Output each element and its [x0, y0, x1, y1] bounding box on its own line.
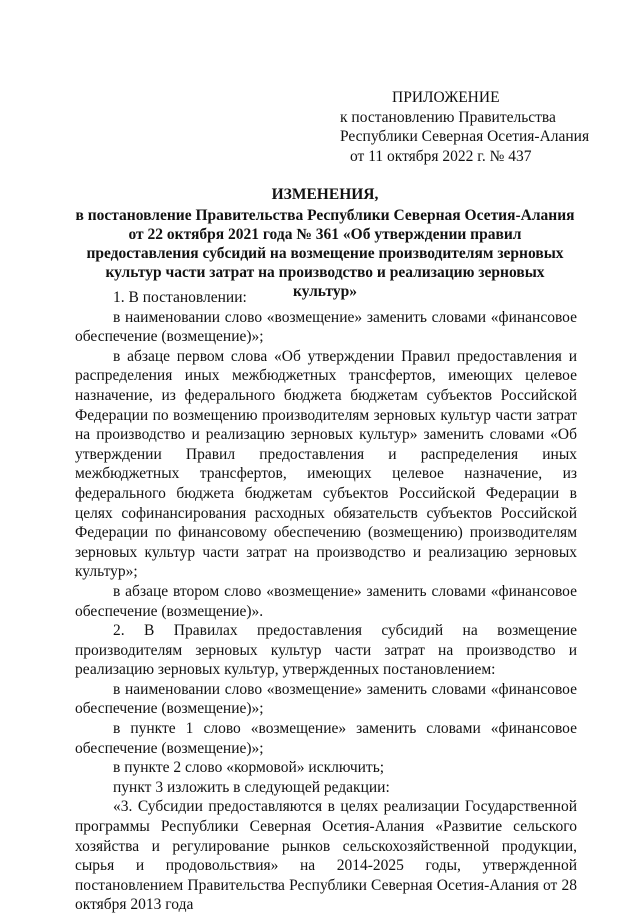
title-heading: ИЗМЕНЕНИЯ, [271, 186, 379, 203]
paragraph: 1. В постановлении: [113, 289, 247, 306]
paragraph: пункт 3 изложить в следующей редакции: [113, 778, 390, 796]
title-subtitle: в постановление Правительства Республики Северная Осетия-Алания от 22 октября 2021 года № 361 «Об утверждении правил предоставления субсидий на возмещение производителям зерновых культур части затрат на производство и реализацию зерновых культур» [75, 207, 575, 300]
paragraph: в наименовании слово «возмещение» заменить словами «финансовое обеспечение (возмещение)»; [75, 308, 577, 346]
document-body [75, 288, 577, 915]
appendix-label: ПРИЛОЖЕНИЕ [392, 89, 500, 106]
appendix-date: от 11 октября 2022 г. № 437 [350, 147, 532, 165]
paragraph: в абзаце первом слова «Об утверждении Правил предоставления и распределения иных межбюджетных трансфертов, имеющих целевое назначение, из федерального бюджета бюджетам субъектов Российской Федерации по возмещению производителям зерновых культур части затрат на производство и реализацию зерновых культур» заменить словами «Об утверждении Правил предоставления и распределения иных межбюджетных трансфертов, имеющих целевое назначение, из федерального бюджета бюджетам субъектов Российской Федерации в целях софинансирования расходных обязательств субъектов Российской Федерации по финансовому обеспечению (возмещению) производителям зерновых культур части затрат на производство и реализацию зерновых культур»; [75, 347, 577, 581]
paragraph: в абзаце втором слово «возмещение» заменить словами «финансовое обеспечение (возмещение)». [75, 582, 577, 620]
appendix-line: Республики Северная Осетия-Алания [340, 128, 590, 145]
appendix-line: к постановлению Правительства [340, 108, 556, 126]
paragraph: «3. Субсидии предоставляются в целях реализации Государственной программы Республики Северная Осетия-Алания «Развитие сельского хозяйства и регулирование рынков сельскохозяйственной продукции, сырья и продовольствия» на 2014-2025 годы, утвержденной постановлением Правительства Республики Северная Осетия-Алания от 28 октября 2013 года [75, 798, 577, 914]
appendix-header [340, 88, 589, 166]
document-title [75, 185, 575, 301]
paragraph: 2. В Правилах предоставления субсидий на возмещение производителям зерновых культур части затрат на производство и реализацию зерновых культур, утвержденных постановлением: [75, 622, 577, 679]
paragraph: в пункте 1 слово «возмещение» заменить словами «финансовое обеспечение (возмещение)»; [75, 720, 577, 757]
paragraph: в наименовании слово «возмещение» заменить словами «финансовое обеспечение (возмещение)»; [75, 680, 577, 718]
paragraph: в пункте 2 слово «кормовой» исключить; [113, 759, 385, 777]
